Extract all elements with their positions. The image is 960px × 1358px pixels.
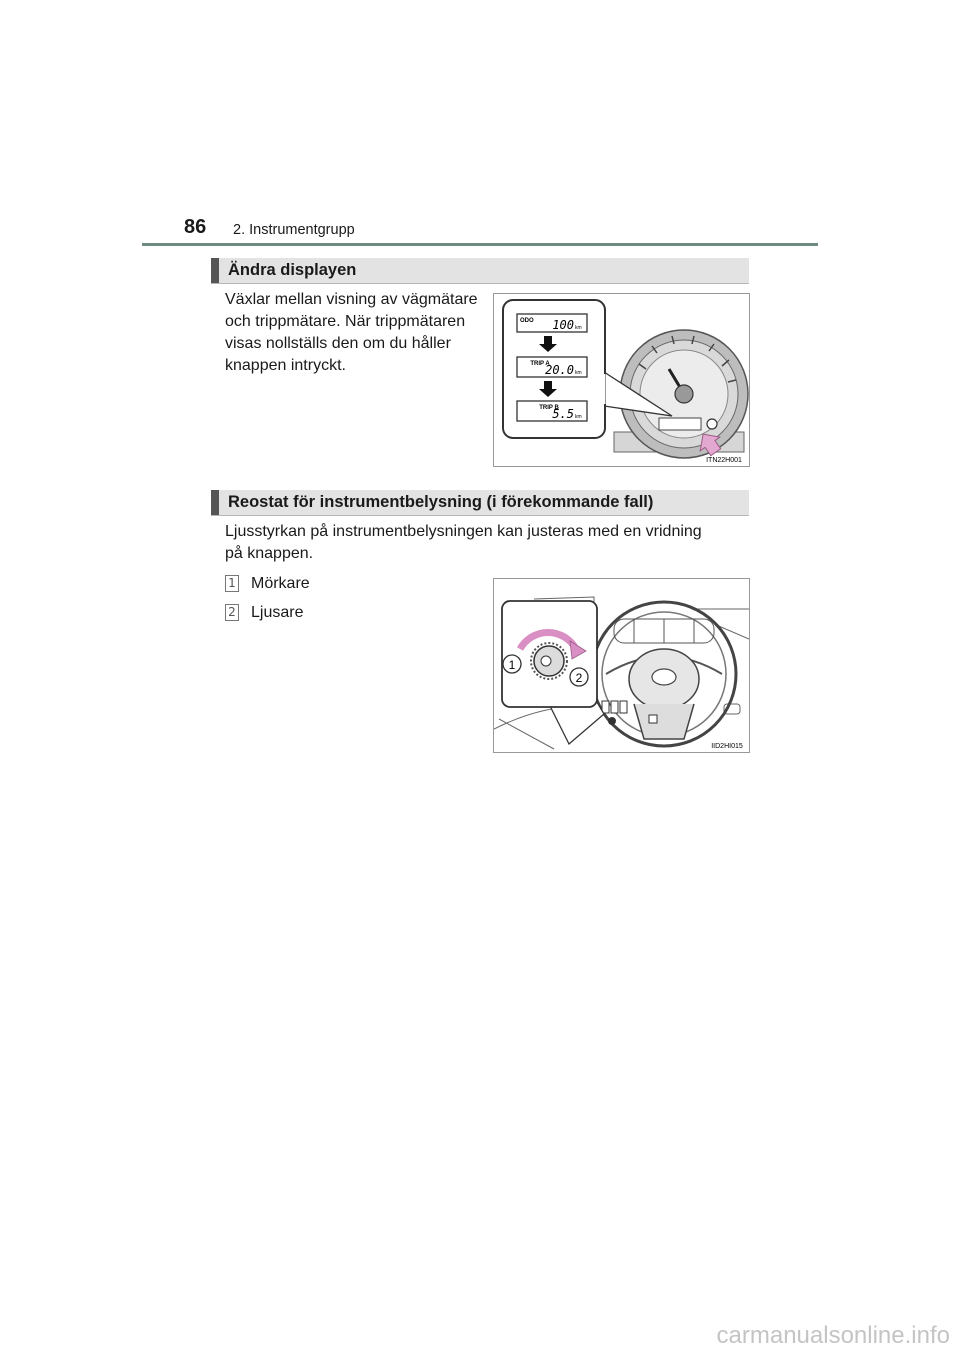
page-number: 86 [184,216,207,238]
odo-label: ODO [520,318,534,324]
trip-b-value: 5.5 [552,407,574,421]
legend-label: Mörkare [251,575,310,592]
section-heading-change-display: Ändra displayen [211,258,749,283]
trip-a-unit: km [575,370,582,376]
body-line: Ljusstyrkan på instrumentbelysningen kan justeras med en vridning [225,523,702,540]
body-line: knappen intryckt. [225,357,346,374]
legend-item-brighter [225,602,303,624]
body-line: Växlar mellan visning av vägmätare [225,291,478,308]
svg-text:1: 1 [508,658,516,672]
odometer-illustration [494,294,749,466]
trip-a-value: 20.0 [545,363,574,377]
section1-body [225,289,490,377]
dimmer-figure [493,578,750,753]
odo-display [517,314,587,332]
section2-body [225,521,745,565]
callout-number: 1 [225,575,239,592]
body-line: visas nollställs den om du håller [225,335,451,352]
figure-code: IID2HI015 [711,743,743,750]
dimmer-illustration [494,579,749,752]
header-rule [142,243,818,246]
odometer-figure [493,293,750,467]
body-line: och trippmätare. När trippmätaren [225,313,466,330]
trip-b-label: TRIP B [539,405,559,411]
trip-b-unit: km [575,414,582,420]
section-heading-dimmer: Reostat för instrumentbelysning (i förekommande fall) [211,490,749,515]
legend-label: Ljusare [251,604,304,621]
section-rule [211,283,749,284]
callout-2 [570,668,588,686]
trip-a-display [517,357,587,377]
svg-text:2: 2 [575,671,583,685]
odo-unit: km [575,325,582,331]
figure-code: ITN22H001 [706,457,742,464]
chapter-title: 2. Instrumentgrupp [233,222,355,238]
body-line: på knappen. [225,545,314,562]
section-rule [211,515,749,516]
trip-b-display [517,401,587,421]
callout-1 [503,655,521,673]
watermark: carmanualsonline.info [716,1322,950,1349]
legend-item-darker [225,573,310,595]
trip-a-label: TRIP A [530,361,550,367]
odo-value: 100 [552,318,574,332]
callout-number: 2 [225,604,239,621]
